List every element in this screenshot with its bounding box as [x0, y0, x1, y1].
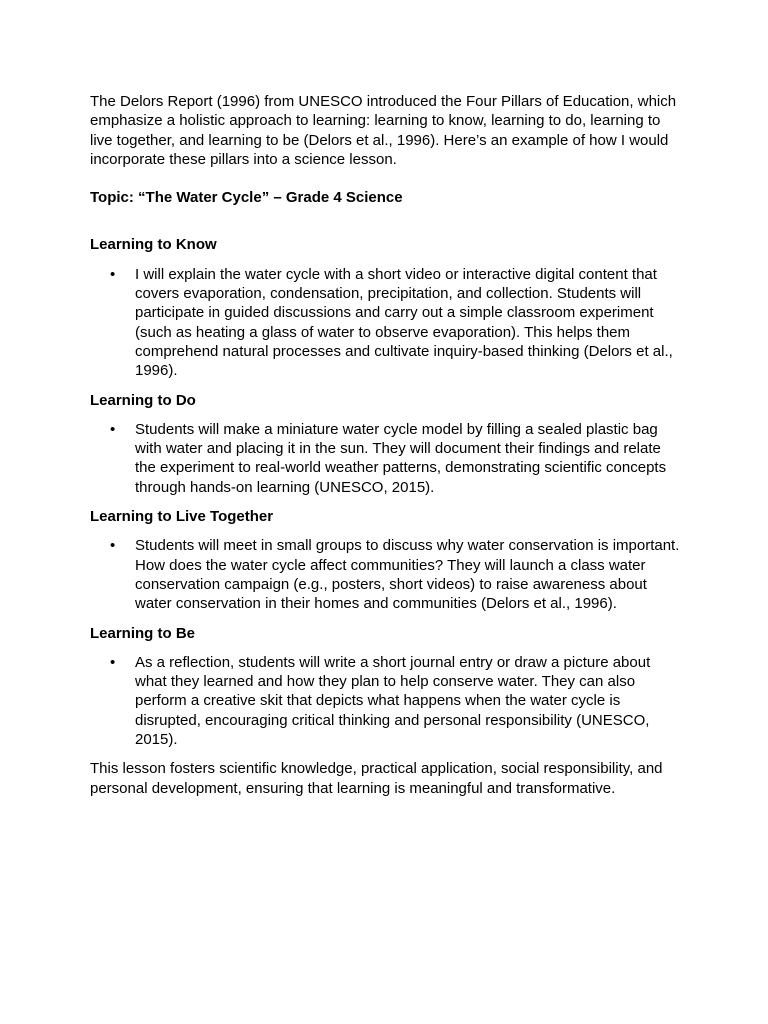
- section-heading-learning-to-be: Learning to Be: [90, 624, 196, 642]
- bullet-text: Students will meet in small groups to discuss why water conservation is important. How does the water cycle affect communities? They will launch a class water conservation campaign (e.g., posters, short videos) to raise awareness about water conservation in their homes and communities (Delors et al., 1996).: [135, 537, 680, 613]
- bullet-icon: •: [110, 537, 116, 555]
- bullet-text: Students will make a miniature water cycle model by filling a sealed plastic bag with water and placing it in the sun. They will document their findings and relate the experiment to real-world weather patterns, demonstrating scientific concepts through hands-on learning (UNESCO, 2015).: [135, 420, 667, 496]
- bullet-icon: •: [110, 265, 116, 283]
- list-item: [90, 653, 682, 749]
- bullet-list-learning-to-do: [90, 420, 682, 497]
- closing-paragraph: This lesson fosters scientific knowledge, practical application, social responsibility, and personal development, ensuring that learning is meaningful and transformative.: [90, 760, 663, 797]
- section-heading-learning-to-live-together: Learning to Live Together: [90, 508, 274, 526]
- intro-paragraph: The Delors Report (1996) from UNESCO introduced the Four Pillars of Education, which emphasize a holistic approach to learning: learning to know, learning to do, learning to live together, and learning to be (Delors et al., 1996). Here’s an example of how I would incorporate these pillars into a science lesson.: [90, 93, 677, 168]
- bullet-list-learning-to-know: [90, 265, 682, 381]
- list-item: [90, 265, 682, 381]
- section-heading-learning-to-do: Learning to Do: [90, 391, 196, 409]
- bullet-list-learning-to-live-together: [90, 536, 682, 613]
- bullet-icon: •: [110, 653, 116, 671]
- list-item: [90, 536, 682, 613]
- bullet-text: As a reflection, students will write a short journal entry or draw a picture about what they learned and how they plan to help conserve water. They can also perform a creative skit that depicts what happens when the water cycle is disrupted, encouraging critical thinking and personal responsibility (UNESCO, 2015).: [135, 653, 651, 749]
- section-heading-learning-to-know: Learning to Know: [90, 236, 217, 254]
- bullet-text: I will explain the water cycle with a short video or interactive digital content that covers evaporation, condensation, precipitation, and collection. Students will participate in guided discussions and carry out a simple classroom experiment (such as heating a glass of water to observe evaporation). This helps them comprehend natural processes and cultivate inquiry-based thinking (Delors et al., 1996).: [135, 265, 673, 380]
- document-page: [90, 92, 682, 798]
- lesson-topic-heading: Topic: “The Water Cycle” – Grade 4 Science: [90, 189, 403, 207]
- bullet-icon: •: [110, 420, 116, 438]
- list-item: [90, 420, 682, 497]
- bullet-list-learning-to-be: [90, 653, 682, 749]
